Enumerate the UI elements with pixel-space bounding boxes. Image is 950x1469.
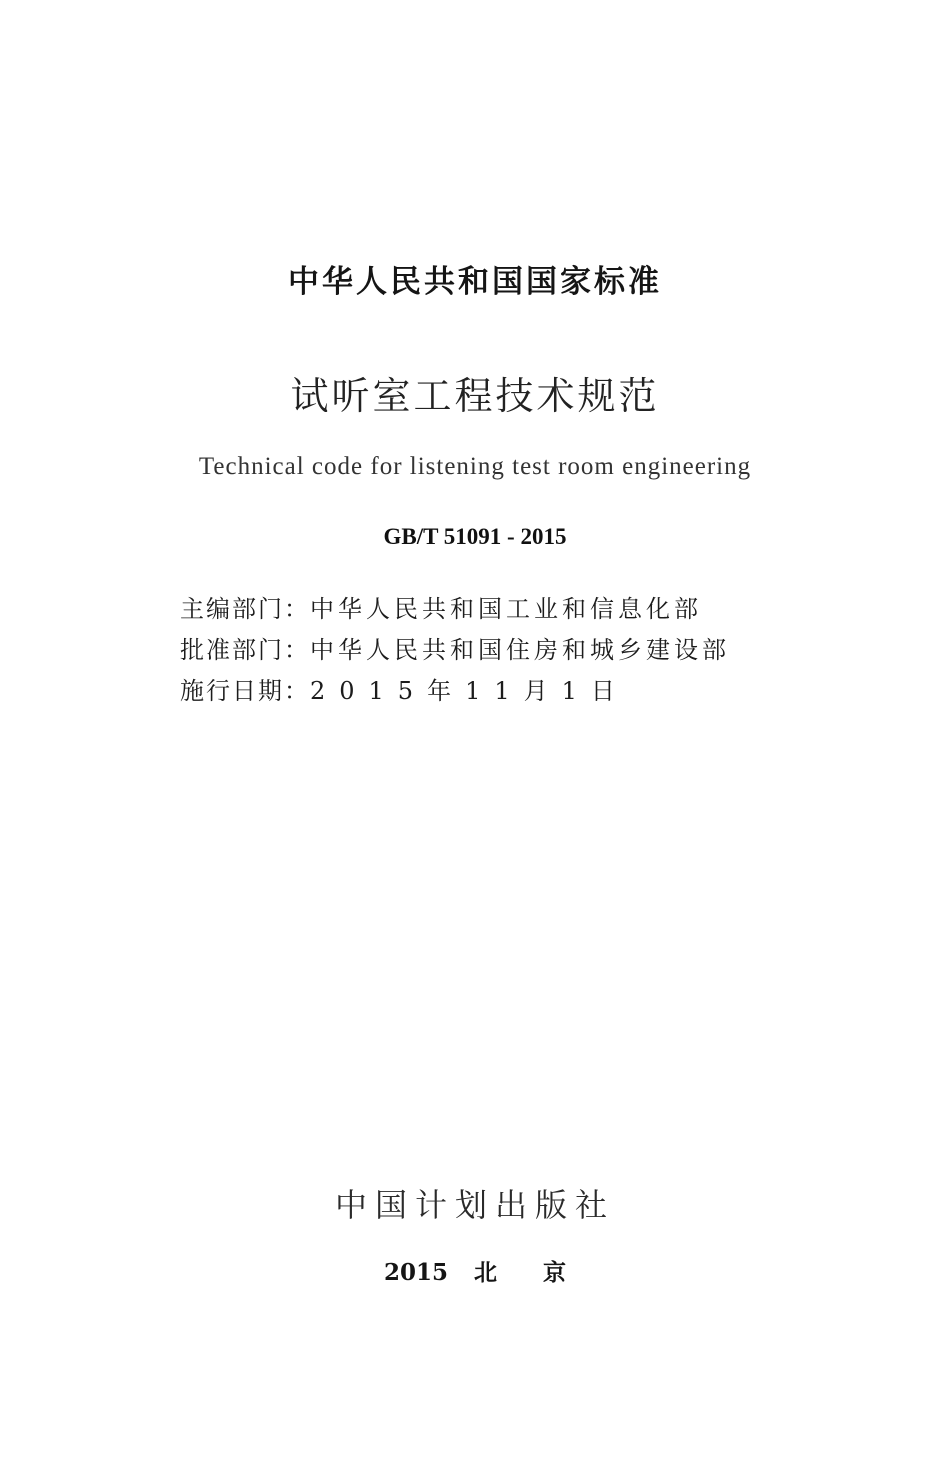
publication-year: 2015 bbox=[383, 1259, 448, 1286]
effective-date-row bbox=[180, 671, 740, 712]
editor-label: 主编部门： bbox=[180, 595, 310, 623]
editor-row bbox=[180, 589, 740, 630]
effective-date-value: 2015年11月1日 bbox=[310, 677, 629, 705]
effective-date-label: 施行日期： bbox=[180, 677, 310, 705]
approver-value: 中华人民共和国住房和城乡建设部 bbox=[310, 636, 730, 664]
publisher-name: 中国计划出版社 bbox=[334, 1186, 615, 1224]
document-title-english: Technical code for listening test room engineering bbox=[198, 453, 752, 480]
publication-place bbox=[0, 1254, 950, 1287]
document-title-chinese: 试听室工程技术规范 bbox=[290, 374, 660, 418]
standard-number: GB/T 51091 - 2015 bbox=[383, 524, 567, 549]
standard-series-title: 中华人民共和国国家标准 bbox=[288, 264, 662, 300]
publication-city-second-char: 京 bbox=[543, 1259, 566, 1286]
approver-row bbox=[180, 630, 740, 671]
publication-city-first-char: 北 bbox=[474, 1259, 497, 1286]
document-meta-block bbox=[180, 589, 740, 712]
approver-label: 批准部门： bbox=[180, 636, 310, 664]
editor-value: 中华人民共和国工业和信息化部 bbox=[310, 595, 702, 623]
